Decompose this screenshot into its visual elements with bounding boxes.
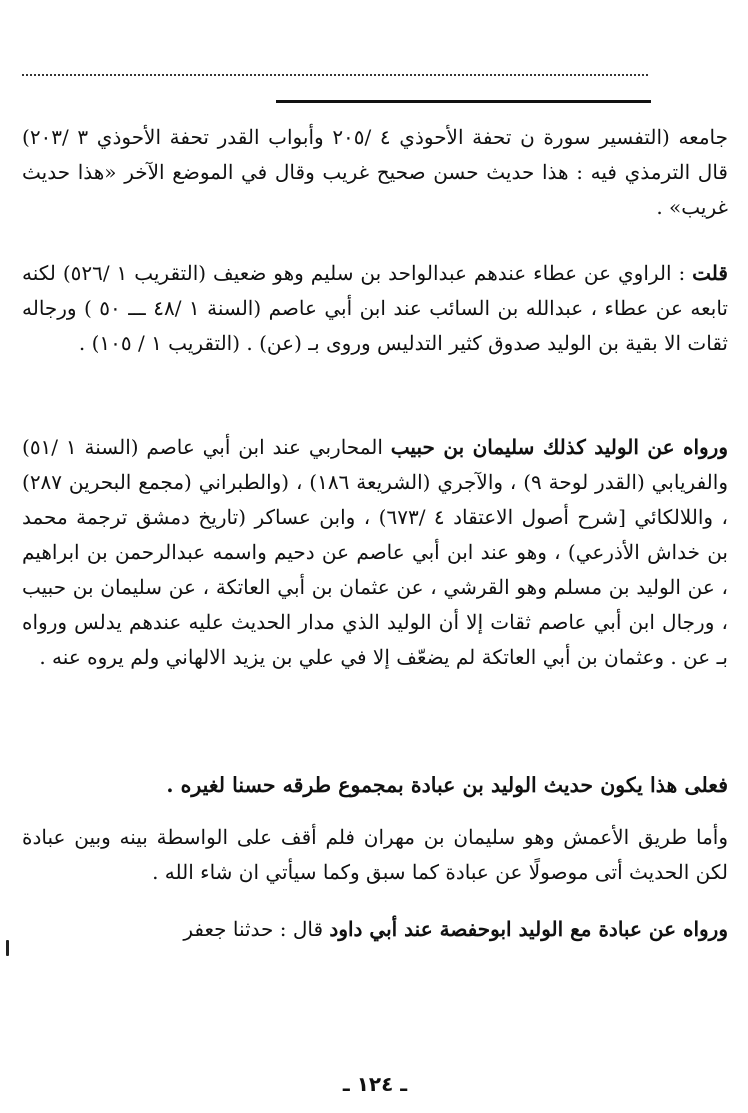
paragraph-5 [22, 820, 728, 890]
paragraph-1-text: جامعه (التفسير سورة ن تحفة الأحوذي ٤ /٢٠٥ وأبواب القدر تحفة الأحوذي ٣ /٢٠٣) قال الترمذي فيه : هذا حديث حسن صحيح غريب وقال في الموضع الآخر «هذا حديث غريب» . [22, 125, 728, 219]
header-dotted-rule [22, 74, 648, 76]
paragraph-4 [22, 768, 728, 803]
paragraph-3 [22, 430, 728, 675]
paragraph-6-text: قال : حدثنا جعفر [183, 917, 330, 941]
paragraph-3-text: المحاربي عند ابن أبي عاصم (السنة ١ /٥١) والفريابي (القدر لوحة ٩) ، والآجري (الشريعة ١٨٦) ، (والطبراني (مجمع البحرين ٢٨٧) ، واللالكائي [شرح أصول الاعتقاد ٤ /٦٧٣) ، وابن عساكر (تاريخ دمشق ترجمة محمد بن خداش الأذرعي) ، وهو عند ابن أبي عاصم عن دحيم واسمه عبدالرحمن بن ابراهيم ، عن الوليد بن مسلم وهو القرشي ، عن عثمان بن أبي العاتكة ، عن سليمان بن حبيب ، ورجال ابن أبي عاصم ثقات إلا أن الوليد الذي مدار الحديث عليه عندهم يدلس ورواه بـ عن . وعثمان بن أبي العاتكة لم يضعّف إلا في علي بن يزيد الالهاني ولم يروه عنه . [22, 435, 728, 669]
paragraph-2 [22, 256, 728, 361]
paragraph-2-lead: قلت [692, 261, 728, 285]
paragraph-4-text: فعلى هذا يكون حديث الوليد بن عبادة بمجموع طرقه حسنا لغيره . [166, 773, 728, 797]
paragraph-6-lead: ورواه عن عبادة مع الوليد ابوحفصة عند أبي داود [329, 917, 728, 941]
page-edge-mark [6, 940, 9, 956]
page-number: ـ ١٢٤ ـ [342, 1072, 408, 1096]
header-solid-rule [276, 100, 651, 103]
paragraph-3-lead: ورواه عن الوليد كذلك سليمان بن حبيب [390, 435, 728, 459]
paragraph-1 [22, 120, 728, 225]
paragraph-5-text: وأما طريق الأعمش وهو سليمان بن مهران فلم أقف على الواسطة بينه وبين عبادة لكن الحديث أتى موصولًا عن عبادة كما سبق وكما سيأتي ان شاء الله . [22, 825, 728, 884]
paragraph-6 [22, 912, 728, 947]
paragraph-2-text: : الراوي عن عطاء عندهم عبدالواحد بن سليم وهو ضعيف (التقريب ١ /٥٢٦) لكنه تابعه عن عطاء ، عبدالله بن السائب عند ابن أبي عاصم (السنة ١ /٤٨ ـــ ٥٠ ) ورجاله ثقات الا بقية بن الوليد صدوق كثير التدليس وروى بـ (عن) . (التقريب ١ / ١٠٥) . [22, 261, 728, 355]
